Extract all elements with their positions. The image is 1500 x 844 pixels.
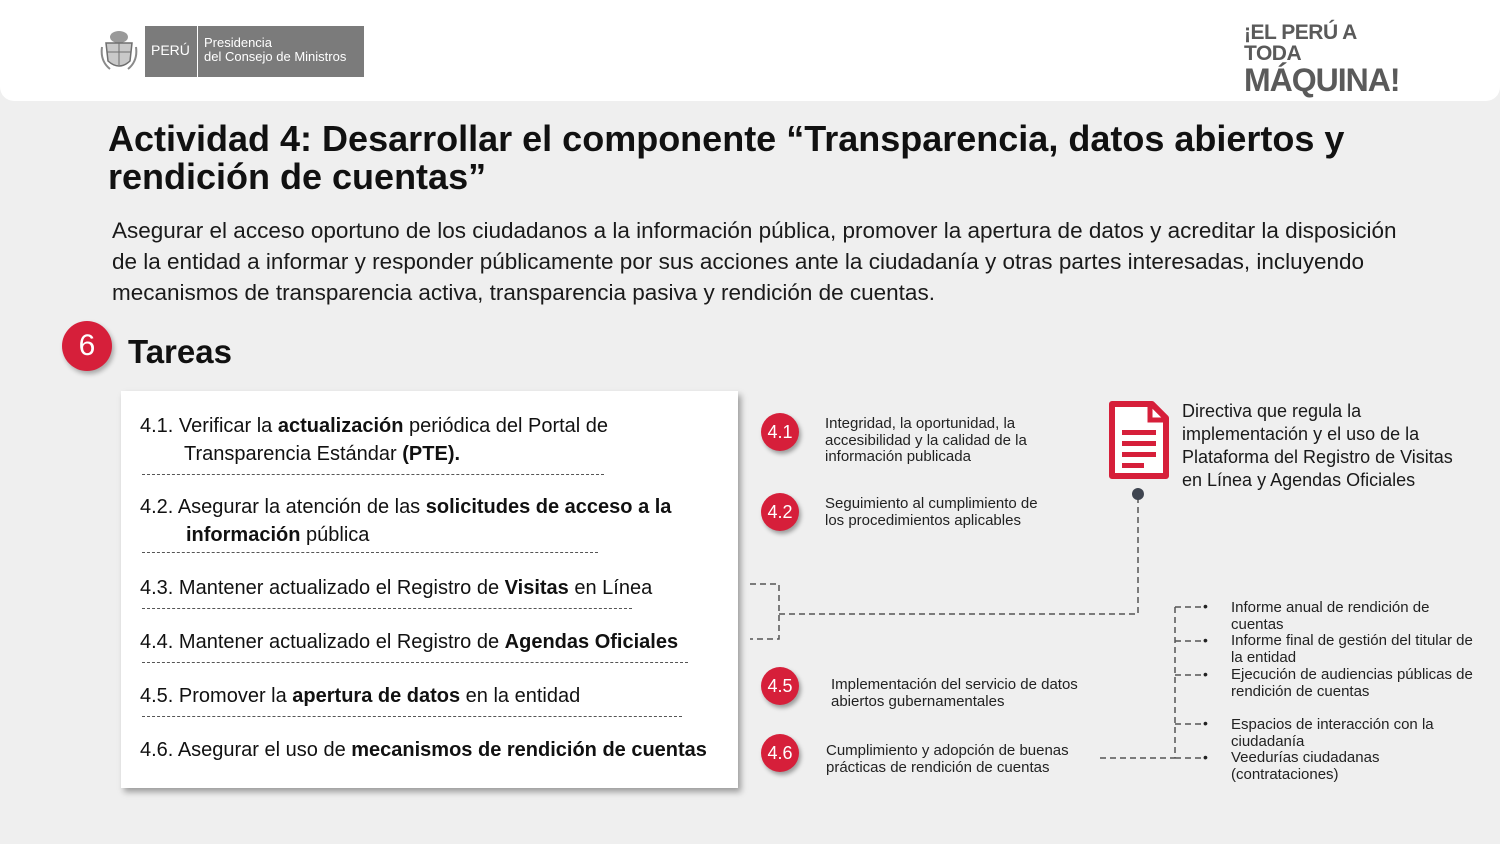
task-text: en la entidad <box>460 685 581 707</box>
task-item-4-1 <box>140 412 608 468</box>
task-item-4-5 <box>140 682 580 710</box>
gov-entity <box>198 26 364 77</box>
gov-country: PERÚ <box>145 26 198 77</box>
task-number: 4.4. <box>140 631 174 653</box>
task-keyword: Agendas Oficiales <box>504 631 679 653</box>
task-number: 4.3. <box>140 577 174 599</box>
task-keyword: solicitudes de acceso a la <box>425 496 672 518</box>
activity-description: Asegurar el acceso oportuno de los ciudadanos a la información pública, promover la apertura de datos y acreditar la disposición de la entidad a informar y responder públicamente por sus acciones ante la ciudadanía y otras partes interesadas, incluyendo mecanismos de transparencia activa, transparencia pasiva y rendición de cuentas. <box>112 218 1397 305</box>
criterion-text-4-6: Cumplimiento y adopción de buenas prácticas de rendición de cuentas <box>826 742 1069 776</box>
task-text: Mantener actualizado el Registro de <box>178 577 505 599</box>
task-keyword: (PTE). <box>402 443 461 465</box>
task-text: periódica del Portal de <box>403 415 609 437</box>
task-item-4-2 <box>140 493 671 549</box>
task-keyword: apertura de datos <box>292 685 461 707</box>
bullet-icon: • <box>1203 632 1208 648</box>
tasks-card <box>121 391 738 788</box>
criterion-text-4-1: Integridad, la oportunidad, la accesibilidad y la calidad de la información publicada <box>825 415 1027 465</box>
brand-line1: ¡EL PERÚ A TODA <box>1244 21 1357 65</box>
document-icon <box>1108 400 1170 480</box>
divider <box>142 716 682 717</box>
task-number: 4.1. <box>140 415 174 437</box>
criterion-badge-4-6: 4.6 <box>761 734 799 772</box>
task-number: 4.5. <box>140 685 174 707</box>
task-text: en Línea <box>568 577 653 599</box>
criterion-badge-4-2: 4.2 <box>761 493 799 531</box>
gov-entity-line2: del Consejo de Ministros <box>204 49 347 64</box>
task-text: Promover la <box>178 685 293 707</box>
divider <box>142 552 598 553</box>
accountability-item: Ejecución de audiencias públicas de rendición de cuentas <box>1231 666 1473 700</box>
task-text: Transparencia Estándar <box>184 443 403 465</box>
directive-text: Directiva que regula la implementación y el uso de la Plataforma del Registro de Visitas en Línea y Agendas Oficiales <box>1182 401 1453 490</box>
task-item-4-6 <box>140 736 707 764</box>
divider <box>142 608 632 609</box>
criterion-badge-4-5: 4.5 <box>761 667 799 705</box>
accountability-item: Veedurías ciudadanas (contrataciones) <box>1231 749 1380 783</box>
divider <box>142 662 688 663</box>
bullet-icon: • <box>1203 715 1208 731</box>
brand-slogan <box>1244 21 1400 98</box>
task-number: 4.2. <box>140 496 174 518</box>
section-title: Tareas <box>128 333 232 370</box>
criterion-text-4-5: Implementación del servicio de datos abiertos gubernamentales <box>831 676 1078 710</box>
bullet-icon: • <box>1203 666 1208 682</box>
brand-line2: MÁQUINA! <box>1244 62 1400 98</box>
bullet-icon: • <box>1203 598 1208 614</box>
coat-of-arms-icon <box>100 27 138 73</box>
task-keyword: actualización <box>277 415 404 437</box>
task-keyword: información <box>186 524 301 546</box>
divider <box>142 474 604 475</box>
task-item-4-3 <box>140 574 652 602</box>
task-text: pública <box>300 524 370 546</box>
task-text: Asegurar el uso de <box>177 739 352 761</box>
criterion-badge-4-1: 4.1 <box>761 413 799 451</box>
task-text: Verificar la <box>178 415 278 437</box>
task-keyword: Visitas <box>504 577 569 599</box>
accountability-item: Informe final de gestión del titular de la entidad <box>1231 632 1473 666</box>
section-number-badge: 6 <box>62 321 112 371</box>
accountability-item: Informe anual de rendición de cuentas <box>1231 599 1430 633</box>
task-keyword: mecanismos de rendición de cuentas <box>351 739 707 761</box>
task-item-4-4 <box>140 628 678 656</box>
task-text: Asegurar la atención de las <box>177 496 426 518</box>
header-bar <box>0 0 1500 101</box>
task-text: Mantener actualizado el Registro de <box>178 631 505 653</box>
bullet-icon: • <box>1203 749 1208 765</box>
accountability-item: Espacios de interacción con la ciudadanía <box>1231 716 1434 750</box>
gov-entity-line1: Presidencia <box>204 35 272 50</box>
page-title: Actividad 4: Desarrollar el componente “Transparencia, datos abiertos y rendición de cuentas” <box>108 118 1345 197</box>
criterion-text-4-2: Seguimiento al cumplimiento de los procedimientos aplicables <box>825 495 1038 529</box>
task-number: 4.6. <box>140 739 174 761</box>
government-logo <box>145 26 364 77</box>
